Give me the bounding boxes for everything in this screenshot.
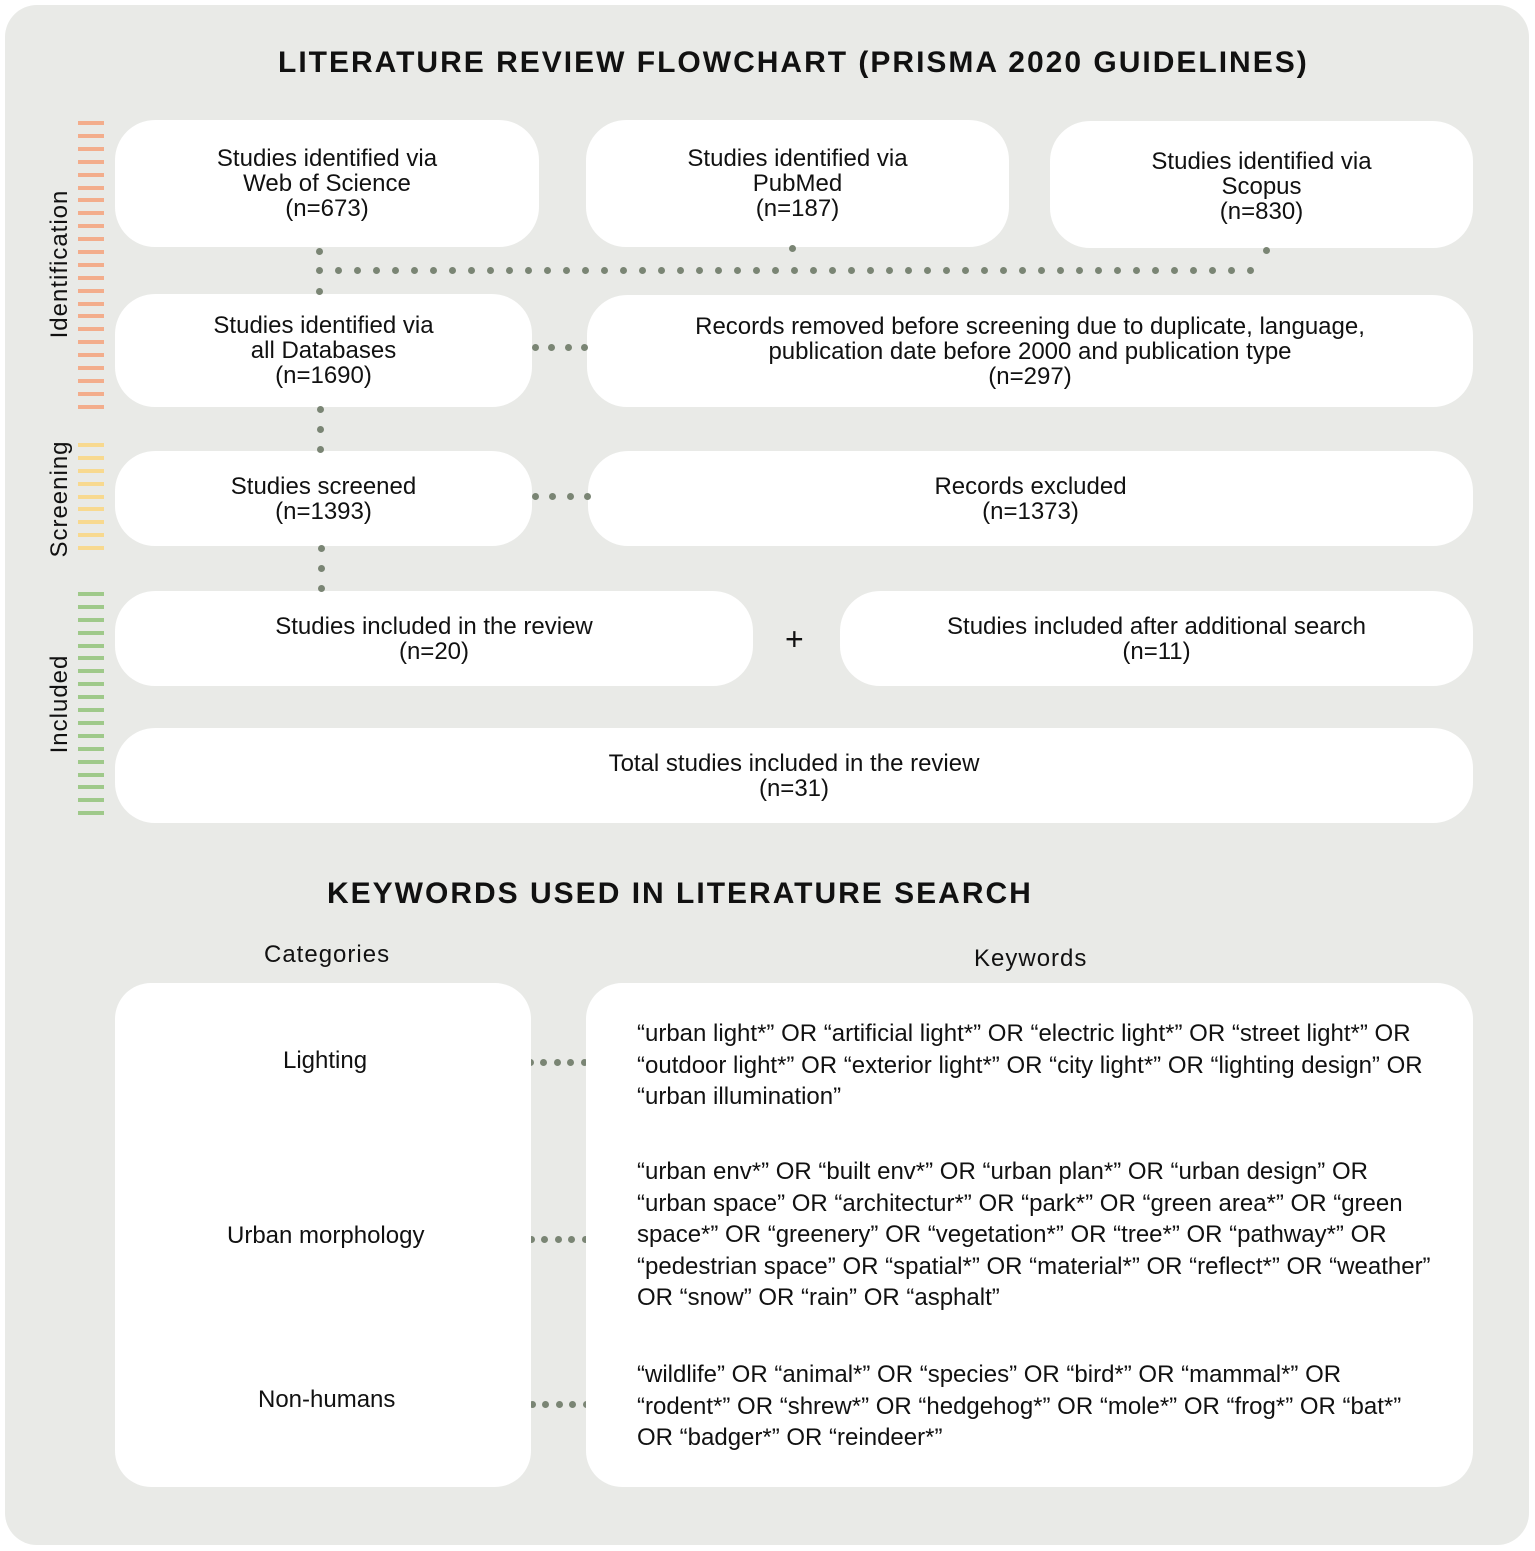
connector-dot: [905, 267, 912, 274]
stage-stripe: [78, 198, 104, 202]
stage-stripe: [78, 211, 104, 215]
connector-dot: [1000, 267, 1007, 274]
connector-dot: [555, 1236, 562, 1243]
stage-stripe: [78, 443, 104, 447]
category-non-humans: Non-humans: [258, 1386, 396, 1413]
stage-stripe: [78, 314, 104, 318]
connector-dot: [554, 1059, 561, 1066]
connector-dot: [639, 267, 646, 274]
connector-dot: [1076, 267, 1083, 274]
connector-dot: [677, 267, 684, 274]
connector-dot: [335, 267, 342, 274]
connector-dot: [541, 1236, 548, 1243]
stage-stripe: [78, 456, 104, 460]
connector-dot: [789, 245, 796, 252]
stage-stripe: [78, 760, 104, 764]
box-all-databases: [115, 294, 532, 407]
box-text: Studies included after additional search: [947, 612, 1366, 640]
stage-stripe: [78, 379, 104, 383]
connector-dot: [1057, 267, 1064, 274]
stage-stripe: [78, 340, 104, 344]
connector-dot: [563, 267, 570, 274]
box-studies-included: [115, 591, 753, 686]
connector-dot: [1228, 267, 1235, 274]
connector-dot: [540, 1059, 547, 1066]
connector-dot: [696, 267, 703, 274]
stage-stripe: [78, 798, 104, 802]
box-additional-search: [840, 591, 1473, 686]
connector-dot: [734, 267, 741, 274]
stage-stripe: [78, 366, 104, 370]
connector-dot: [962, 267, 969, 274]
keywords-title: KEYWORDS USED IN LITERATURE SEARCH: [327, 877, 1033, 910]
stage-stripe: [78, 507, 104, 511]
box-text: Records excluded: [934, 472, 1127, 500]
keywords-header: Keywords: [974, 945, 1088, 972]
connector-dot: [316, 288, 323, 295]
stage-stripe: [78, 353, 104, 357]
connector-dot: [525, 267, 532, 274]
connector-dot: [810, 267, 817, 274]
connector-dot: [1095, 267, 1102, 274]
stage-stripe: [78, 173, 104, 177]
box-text: Web of Science: [243, 170, 411, 197]
connector-dot: [1152, 267, 1159, 274]
connector-dot: [542, 1401, 549, 1408]
connector-dot: [1133, 267, 1140, 274]
box-count: (n=11): [1122, 637, 1191, 665]
category-urban-morphology: Urban morphology: [227, 1222, 425, 1249]
box-text: Studies identified via: [687, 145, 908, 172]
stage-stripe: [78, 734, 104, 738]
box-count: (n=1393): [275, 497, 372, 525]
connector-dot: [584, 493, 591, 500]
connector-dot: [791, 267, 798, 274]
connector-dot: [449, 267, 456, 274]
connector-dot: [487, 267, 494, 274]
stage-stripe: [78, 147, 104, 151]
connector-dot: [549, 493, 556, 500]
connector-dot: [1019, 267, 1026, 274]
connector-dot: [392, 267, 399, 274]
stage-label-identification: Identification: [46, 189, 73, 339]
box-text: publication date before 2000 and publication type: [768, 337, 1292, 365]
connector-dot: [981, 267, 988, 274]
connector-dot: [468, 267, 475, 274]
connector-dot: [620, 267, 627, 274]
connector-dot: [1038, 267, 1045, 274]
stage-stripe: [78, 495, 104, 499]
connector-dot: [317, 426, 324, 433]
stage-stripe: [78, 392, 104, 396]
stage-stripe: [78, 533, 104, 537]
connector-dot: [532, 344, 539, 351]
plus-sign: +: [785, 621, 804, 657]
connector-dot: [772, 267, 779, 274]
connector-dot: [1190, 267, 1197, 274]
box-count: (n=187): [755, 195, 840, 222]
connector-dot: [317, 406, 324, 413]
connector-dot: [568, 1236, 575, 1243]
box-count: (n=297): [988, 362, 1072, 390]
stage-stripe: [78, 134, 104, 138]
connector-dot: [354, 267, 361, 274]
connector-dot: [318, 585, 325, 592]
box-text: Studies included in the review: [275, 612, 593, 640]
box-count: (n=830): [1219, 198, 1304, 225]
stage-stripe: [78, 721, 104, 725]
stage-stripe: [78, 631, 104, 635]
connector-dot: [753, 267, 760, 274]
box-web-of-science: [115, 120, 539, 247]
connector-dot: [569, 1401, 576, 1408]
box-text: Studies screened: [230, 472, 417, 500]
stage-stripe: [78, 224, 104, 228]
stage-stripe: [78, 469, 104, 473]
keywords-lighting: “urban light*” OR “artificial light*” OR “electric light*” OR “street light*” OR “outdoor light*” OR “exterior light*” OR “city light*” OR “lighting design” OR “urban illumination”: [637, 1020, 1423, 1110]
stage-stripe: [78, 708, 104, 712]
stage-stripe: [78, 405, 104, 409]
box-count: (n=1373): [982, 497, 1079, 525]
connector-dot: [1263, 247, 1270, 254]
stage-stripe: [78, 289, 104, 293]
connector-dot: [867, 267, 874, 274]
stage-stripe: [78, 592, 104, 596]
stage-stripe: [78, 546, 104, 550]
connector-dot: [886, 267, 893, 274]
stage-stripe: [78, 520, 104, 524]
categories-header: Categories: [264, 941, 391, 968]
connector-dot: [582, 267, 589, 274]
stage-stripe: [78, 327, 104, 331]
connector-dot: [318, 545, 325, 552]
box-text: Records removed before screening due to duplicate, language,: [695, 312, 1365, 340]
box-records-removed: [587, 295, 1473, 407]
stage-stripe: [78, 695, 104, 699]
connector-dot: [829, 267, 836, 274]
box-text: Studies identified via: [216, 145, 438, 172]
connector-dot: [581, 344, 588, 351]
stage-stripe: [78, 785, 104, 789]
stage-stripe: [78, 276, 104, 280]
box-text: all Databases: [250, 337, 397, 364]
box-pubmed: [586, 120, 1009, 247]
box-records-excluded: [588, 451, 1473, 546]
connector-dot: [1114, 267, 1121, 274]
stage-stripe: [78, 605, 104, 609]
box-count: (n=20): [398, 637, 470, 665]
stage-stripe: [78, 250, 104, 254]
connector-dot: [316, 248, 323, 255]
connector-dot: [1247, 267, 1254, 274]
connector-dot: [317, 446, 324, 453]
box-text: Scopus: [1221, 173, 1302, 200]
connector-dot: [848, 267, 855, 274]
connector-dot: [567, 1059, 574, 1066]
connector-dot: [1209, 267, 1216, 274]
flowchart-title: LITERATURE REVIEW FLOWCHART (PRISMA 2020 GUIDELINES): [278, 46, 1309, 79]
stage-stripe: [78, 121, 104, 125]
connector-dot: [943, 267, 950, 274]
stage-stripe: [78, 811, 104, 815]
stage-stripe: [78, 747, 104, 751]
box-text: PubMed: [752, 170, 843, 197]
stage-stripe: [78, 160, 104, 164]
box-total-included: [115, 728, 1473, 823]
connector-dot: [715, 267, 722, 274]
connector-dot: [316, 267, 323, 274]
stage-stripe: [78, 773, 104, 777]
box-text: Studies identified via: [213, 312, 434, 339]
box-text: Total studies included in the review: [608, 749, 980, 777]
connector-dot: [924, 267, 931, 274]
connector-dot: [567, 493, 574, 500]
connector-dot: [544, 267, 551, 274]
stage-stripe: [78, 618, 104, 622]
stage-stripe: [78, 656, 104, 660]
box-studies-screened: [115, 451, 532, 546]
connector-dot: [373, 267, 380, 274]
connector-dot: [411, 267, 418, 274]
stage-stripe: [78, 682, 104, 686]
keywords-urban-morphology: “urban env*” OR “built env*” OR “urban plan*” OR “urban design” OR “urban space” OR “architectur*” OR “park*” OR “green area*” OR “green space*” OR “greenery” OR “vegetation*” OR “tree*” OR “pathway*” OR “pedestrian space” OR “spatial*” OR “material*” OR “reflect*” OR “weather” OR “snow” OR “rain” OR “asphalt”: [637, 1158, 1431, 1311]
keywords-non-humans: “wildlife” OR “animal*” OR “species” OR “bird*” OR “mammal*” OR “rodent*” OR “shrew*” OR “hedgehog*” OR “mole*” OR “frog*” OR “bat*” OR “badger*” OR “reindeer*”: [637, 1361, 1402, 1451]
stage-stripe: [78, 644, 104, 648]
connector-dot: [565, 344, 572, 351]
box-scopus: [1050, 121, 1473, 248]
stage-stripe: [78, 482, 104, 486]
stage-stripe: [78, 302, 104, 306]
stage-stripe: [78, 263, 104, 267]
box-count: (n=1690): [275, 362, 372, 389]
connector-dot: [658, 267, 665, 274]
connector-dot: [430, 267, 437, 274]
stage-stripe: [78, 669, 104, 673]
connector-dot: [532, 493, 539, 500]
connector-dot: [548, 344, 555, 351]
connector-dot: [1171, 267, 1178, 274]
box-text: Studies identified via: [1151, 148, 1372, 175]
box-count: (n=673): [285, 195, 369, 222]
stage-label-included: Included: [46, 654, 73, 754]
stage-stripe: [78, 237, 104, 241]
connector-dot: [506, 267, 513, 274]
connector-dot: [556, 1401, 563, 1408]
connector-dot: [601, 267, 608, 274]
box-count: (n=31): [758, 774, 830, 802]
connector-dot: [318, 565, 325, 572]
stage-label-screening: Screening: [46, 440, 73, 558]
category-lighting: Lighting: [283, 1047, 368, 1074]
stage-stripe: [78, 186, 104, 190]
